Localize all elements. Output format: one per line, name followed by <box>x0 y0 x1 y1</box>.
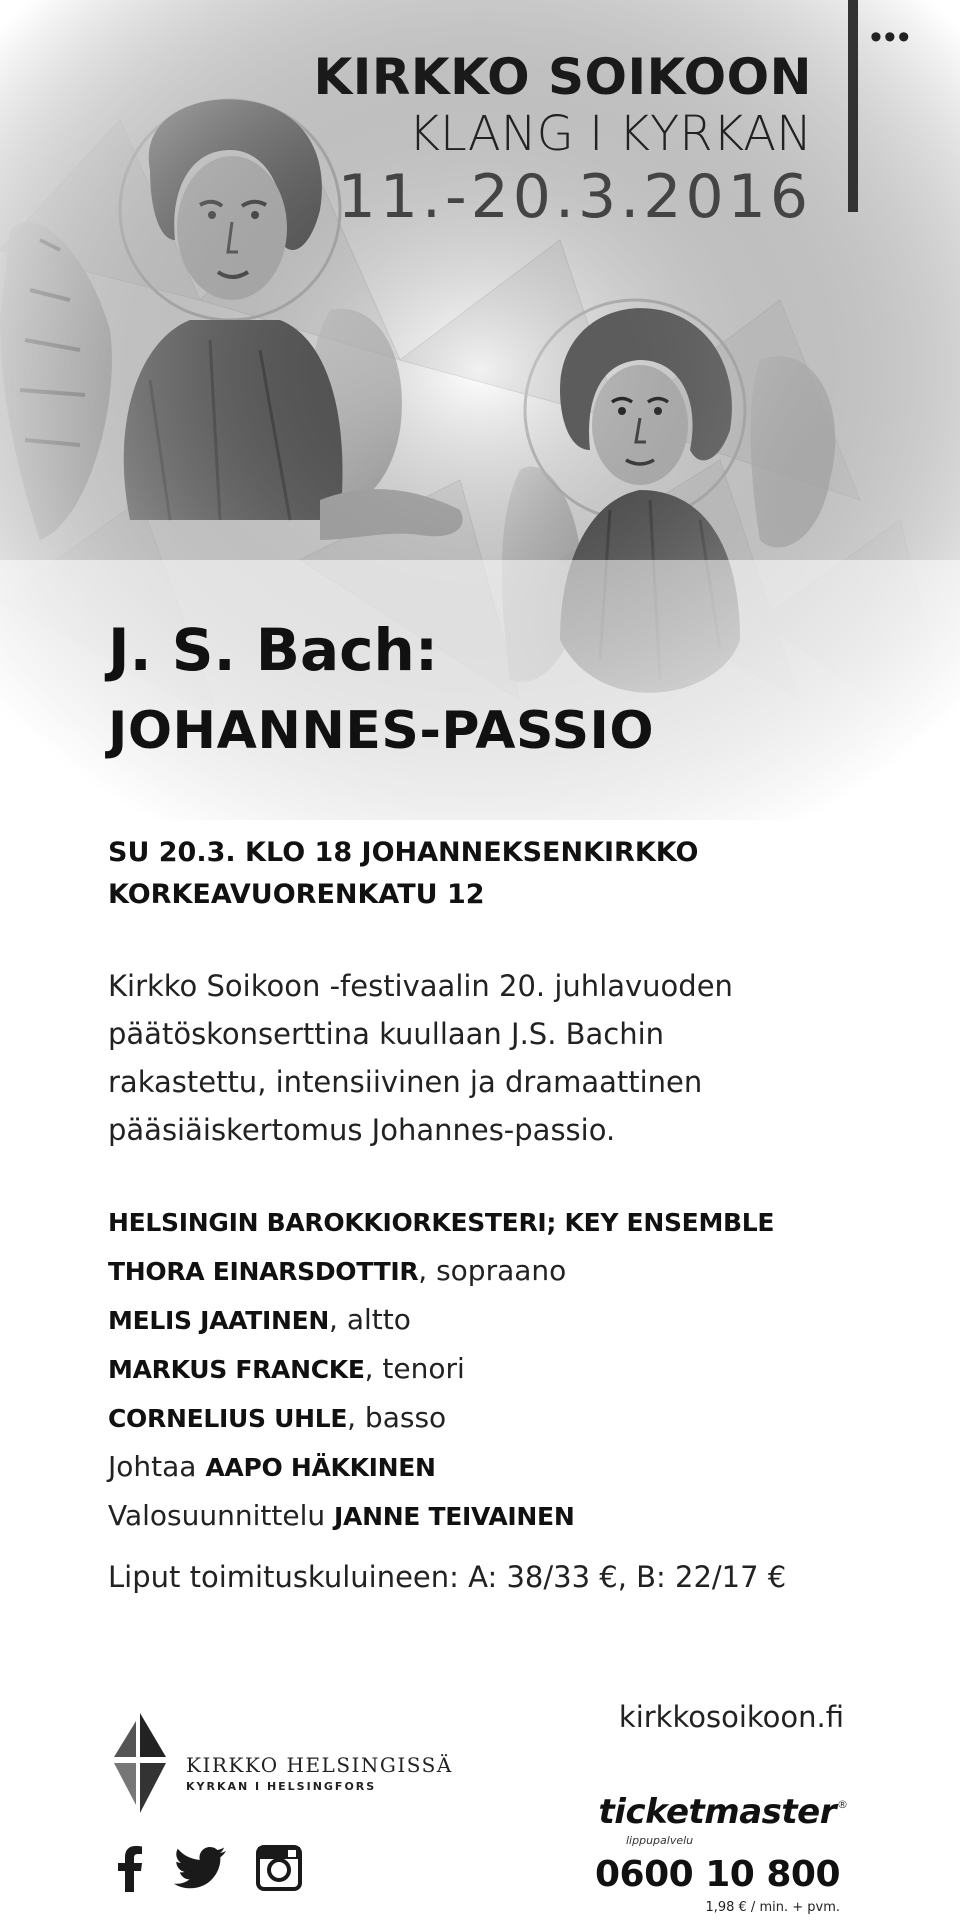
performer-prefix: Johtaa <box>108 1450 206 1483</box>
performer-row <box>108 1492 888 1541</box>
phone-price: 1,98 € / min. + pvm. <box>705 1900 840 1915</box>
performer-name: MARKUS FRANCKE <box>108 1355 365 1384</box>
performer-role: , sopraano <box>418 1254 567 1287</box>
description-line: rakastettu, intensiivinen ja dramaattinen <box>108 1065 703 1099</box>
ticketmaster-logo: ticketmaster <box>598 1792 836 1832</box>
performer-row <box>108 1247 888 1296</box>
header-divider <box>848 0 858 212</box>
performer-prefix: Valosuunnittelu <box>108 1499 335 1532</box>
website-link[interactable]: kirkkosoikoon.fi <box>618 1700 844 1734</box>
performer-row <box>108 1198 888 1247</box>
performer-name: CORNELIUS UHLE <box>108 1404 348 1433</box>
festival-name-fi: KIRKKO SOIKOON <box>313 48 812 106</box>
performer-row <box>108 1443 888 1492</box>
performer-name: HELSINGIN BAROKKIORKESTERI; KEY ENSEMBLE <box>108 1208 775 1237</box>
facebook-icon[interactable] <box>116 1844 144 1892</box>
church-name <box>186 1752 453 1796</box>
ticket-phone[interactable]: 0600 10 800 <box>594 1854 840 1895</box>
description <box>108 962 868 1154</box>
ticketmaster-subtitle: lippupalvelu <box>626 1834 694 1847</box>
description-line: päätöskonserttina kuullaan J.S. Bachin <box>108 1017 665 1051</box>
performer-role: , altto <box>329 1303 411 1336</box>
performer-name: AAPO HÄKKINEN <box>205 1453 436 1482</box>
registered-mark: ® <box>837 1798 848 1811</box>
festival-header <box>314 48 812 232</box>
twitter-icon[interactable] <box>174 1846 226 1890</box>
description-line: pääsiäiskertomus Johannes-passio. <box>108 1113 616 1147</box>
composer-title: J. S. Bach: <box>108 616 439 684</box>
performer-name: JANNE TEIVAINEN <box>334 1502 575 1531</box>
event-info <box>108 832 698 916</box>
performers-list <box>108 1198 888 1541</box>
event-address: KORKEAVUORENKATU 12 <box>108 879 485 910</box>
description-line: Kirkko Soikoon -festivaalin 20. juhlavuoden <box>108 969 733 1003</box>
performer-row <box>108 1394 888 1443</box>
event-date-venue: SU 20.3. KLO 18 JOHANNEKSENKIRKKO <box>108 837 699 868</box>
performer-row <box>108 1296 888 1345</box>
performer-row <box>108 1345 888 1394</box>
social-icons <box>116 1844 302 1892</box>
church-name-fi: KIRKKO HELSINGISSÄ <box>186 1753 453 1777</box>
church-name-sv: KYRKAN I HELSINGFORS <box>186 1780 377 1793</box>
performer-role: , basso <box>347 1401 447 1434</box>
festival-name-sv: KLANG I KYRKAN <box>408 106 812 162</box>
work-title: JOHANNES-PASSIO <box>108 701 655 761</box>
performer-name: MELIS JAATINEN <box>108 1306 330 1335</box>
instagram-icon[interactable] <box>256 1845 302 1891</box>
performer-role: , tenori <box>364 1352 465 1385</box>
performer-name: THORA EINARSDOTTIR <box>108 1257 419 1286</box>
more-dots-icon: ••• <box>870 18 912 56</box>
festival-dates: 11.-20.3.2016 <box>337 162 812 232</box>
concert-title <box>108 610 654 772</box>
ticket-prices: Liput toimituskuluineen: A: 38/33 €, B: 22/17 € <box>108 1560 787 1594</box>
church-logo-icon <box>110 1713 170 1813</box>
